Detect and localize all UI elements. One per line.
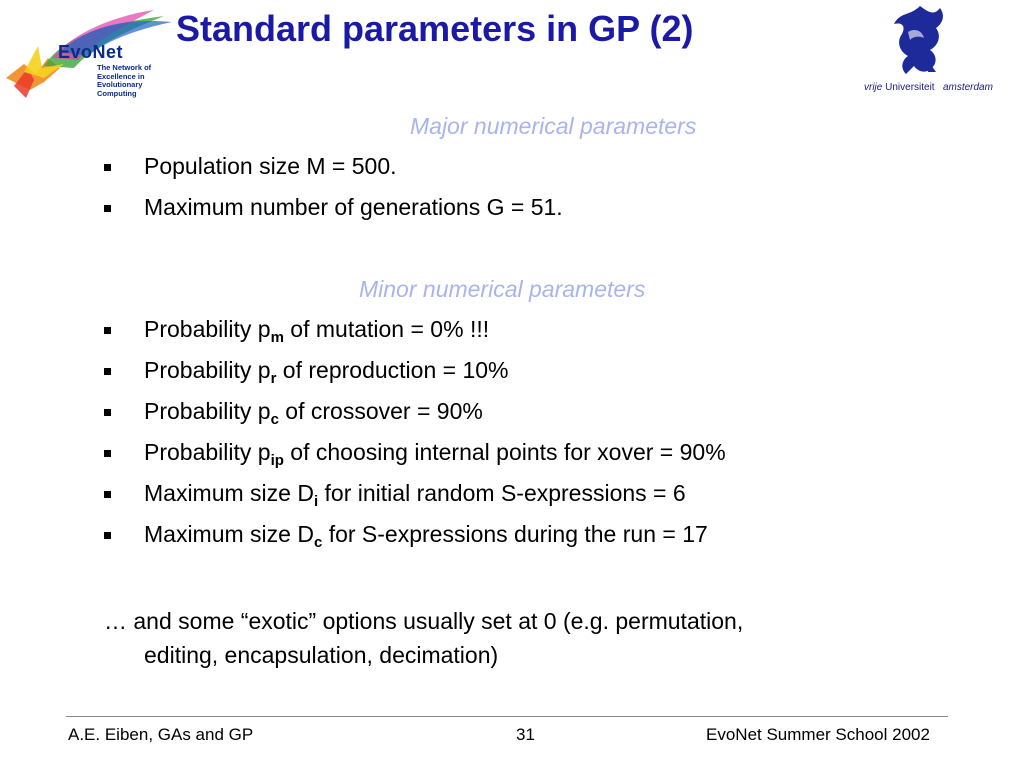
footer-event: EvoNet Summer School 2002 [706,725,930,744]
subscript: i [313,493,319,510]
evonet-tagline-line: Excellence in [97,71,145,81]
evonet-tagline [97,64,151,98]
subscript: c [270,411,279,428]
evonet-tagline-line: Evolutionary [97,80,143,90]
minor-parameters-heading: Minor numerical parameters [359,276,646,302]
square-bullet-icon [104,327,111,334]
list-item-text: Probability $p_m$ of mutation = 0% !!! [144,316,490,346]
note-line: editing, encapsulation, decimation) [144,642,499,668]
vu-wordmark [864,82,993,93]
subscript: m [270,329,284,346]
vu-griffin-icon [880,2,960,78]
list-item-text: Probability $p_c$ of crossover = 90% [144,398,483,428]
list-item-text: Population size M = 500. [144,153,397,179]
slide-number: 31 [516,725,535,744]
list-item-text: Maximum size $D_i$ for initial random S-expressions = 6 [144,480,686,510]
square-bullet-icon [104,205,111,212]
subscript: ip [270,452,284,469]
evonet-logo [4,6,184,106]
square-bullet-icon [104,368,111,375]
list-item-text: Maximum number of generations G = 51. [144,194,563,220]
subscript: c [313,534,323,551]
square-bullet-icon [104,409,111,416]
list-item-text: Probability $p_{ip}$ of choosing internal points for xover = 90% [144,439,726,469]
square-bullet-icon [104,532,111,539]
vu-middle: Universiteit [882,82,935,93]
square-bullet-icon [104,450,111,457]
note-line: … and some “exotic” options usually set at 0 (e.g. permutation, [104,608,744,634]
square-bullet-icon [104,164,111,171]
major-parameters-heading: Major numerical parameters [410,113,697,139]
vu-prefix: vrije [864,82,883,93]
list-item-text: Probability $p_r$ of reproduction = 10% [144,357,509,387]
footer-author: A.E. Eiben, GAs and GP [68,725,254,744]
subscript: r [270,370,277,387]
square-bullet-icon [104,491,111,498]
footer-divider [66,716,948,717]
slide-title: Standard parameters in GP (2) [176,8,694,49]
vu-city: amsterdam [942,82,993,93]
vu-amsterdam-logo [858,2,1024,102]
exotic-options-note [104,604,924,672]
evonet-wordmark: EvoNet [58,42,124,62]
evonet-tagline-line: Computing [97,88,137,98]
evonet-tagline-line: The Network of [97,63,152,72]
list-item-text: Maximum size $D_c$ for S-expressions during the run = 17 [144,521,708,551]
